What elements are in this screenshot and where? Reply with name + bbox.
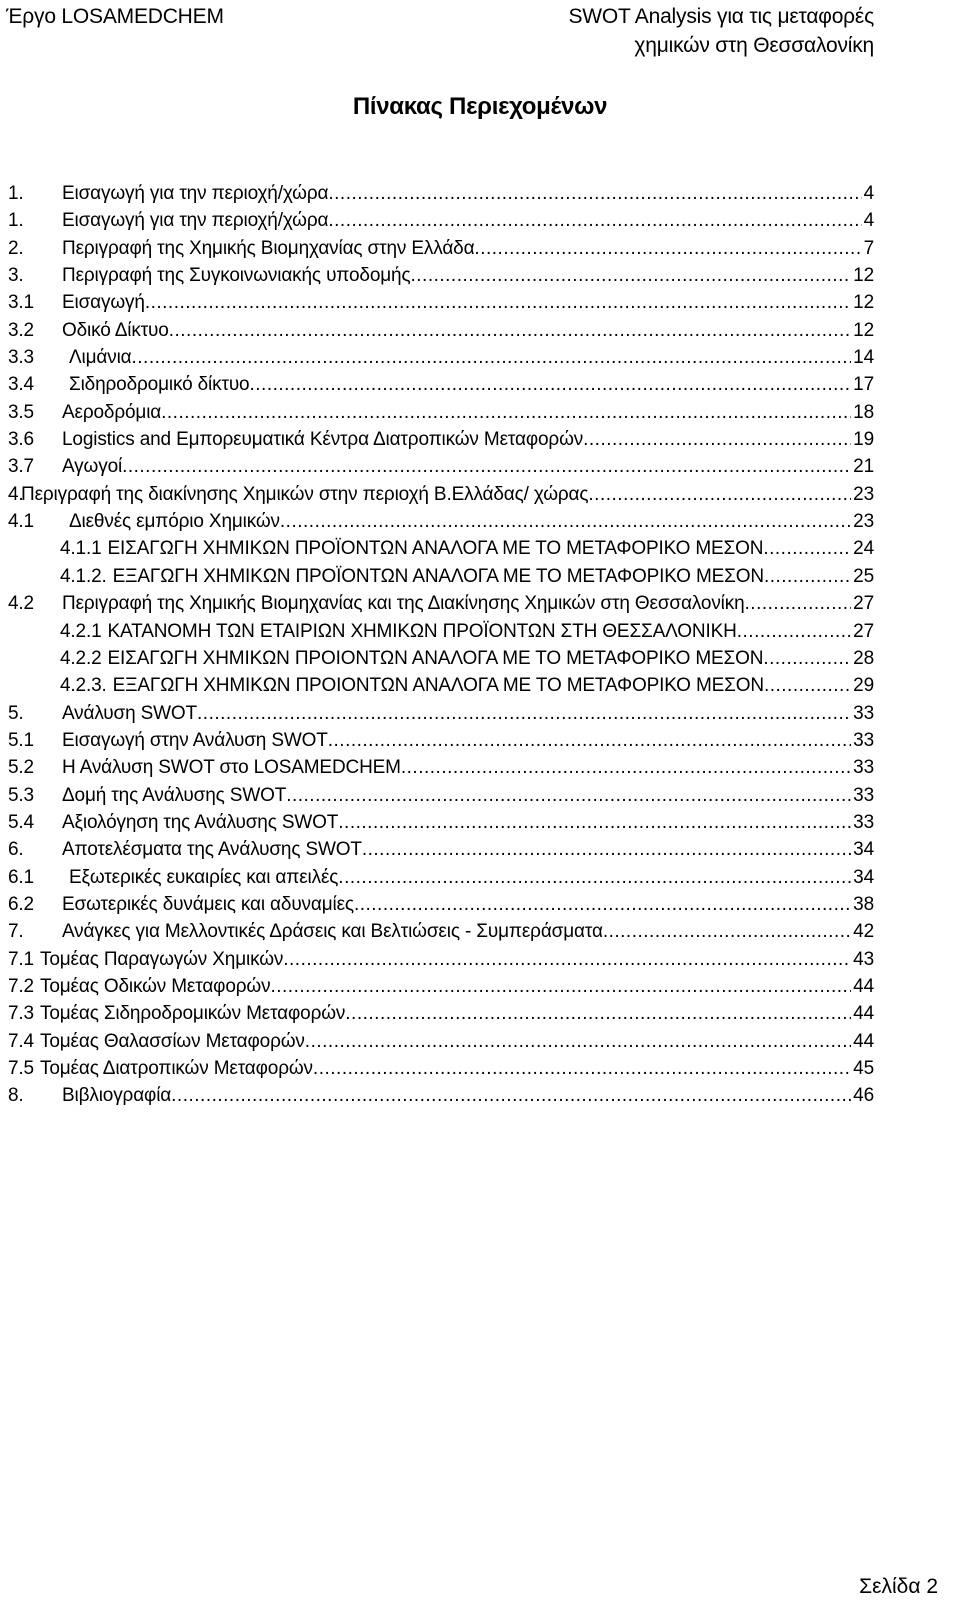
toc-entry[interactable] bbox=[0, 1082, 960, 1109]
toc-dot-leader bbox=[169, 317, 851, 344]
toc-entry-number: 6.1 bbox=[8, 866, 34, 888]
toc-entry-row bbox=[8, 809, 874, 836]
toc-entry-number: 3.2 bbox=[8, 319, 34, 341]
toc-entry-number: 8. bbox=[8, 1085, 24, 1107]
toc-entry-page-number: 12 bbox=[853, 292, 874, 314]
toc-entry-page-number: 43 bbox=[853, 948, 874, 970]
toc-entry-row bbox=[8, 782, 874, 809]
toc-entry-title: Διεθνές εμπόριο Χημικών bbox=[69, 511, 280, 533]
toc-entry-row bbox=[8, 864, 874, 891]
toc-entry-page-number: 28 bbox=[853, 647, 874, 669]
toc-entry-page-number: 21 bbox=[853, 456, 874, 478]
toc-entry[interactable] bbox=[0, 399, 960, 426]
toc-entry-page-number: 33 bbox=[853, 784, 874, 806]
toc-entry-number: 7.1 bbox=[8, 948, 34, 970]
toc-entry-number: 2. bbox=[8, 237, 24, 259]
toc-entry-number: 7.3 bbox=[8, 1003, 34, 1025]
toc-entry[interactable] bbox=[0, 836, 960, 863]
toc-entry-row bbox=[8, 1055, 874, 1082]
toc-entry[interactable] bbox=[0, 508, 960, 535]
toc-entry-title: Εισαγωγή για την περιοχή/χώρα bbox=[62, 183, 329, 204]
toc-entry-row bbox=[8, 207, 874, 234]
toc-entry-page-number: 44 bbox=[853, 1003, 874, 1025]
toc-entry[interactable] bbox=[0, 891, 960, 918]
toc-dot-leader bbox=[401, 754, 851, 781]
toc-dot-leader bbox=[328, 207, 861, 234]
toc-entry-row bbox=[8, 918, 874, 945]
toc-entry-number: 5.2 bbox=[8, 757, 34, 779]
toc-entry-page-number: 33 bbox=[853, 811, 874, 833]
toc-title: Πίνακας Περιεχομένων bbox=[352, 93, 608, 120]
toc-entry-row bbox=[8, 453, 874, 480]
toc-entry-title: Εισαγωγή στην Ανάλυση SWOT bbox=[62, 729, 328, 751]
toc-dot-leader bbox=[280, 508, 851, 535]
toc-entry-page-number: 27 bbox=[853, 620, 874, 642]
toc-entry-title: Περιγραφή της Χημικής Βιομηχανίας στην Ελλάδα bbox=[62, 237, 475, 259]
toc-entry[interactable] bbox=[0, 809, 960, 836]
toc-entry[interactable] bbox=[0, 700, 960, 727]
toc-entry[interactable] bbox=[0, 207, 960, 234]
toc-entry-row bbox=[60, 645, 874, 672]
toc-dot-leader bbox=[763, 645, 851, 672]
toc-entry-title: Περιγραφή της Χημικής Βιομηχανίας και της Διακίνησης Χημικών στη Θεσσαλονίκη bbox=[62, 593, 745, 615]
toc-entry-number: 3.7 bbox=[8, 456, 34, 478]
toc-entry[interactable] bbox=[0, 754, 960, 781]
toc-entry-title: ΕΞΑΓΩΓΗ ΧΗΜΙΚΩΝ ΠΡΟΪΟΝΤΩΝ ΑΝΑΛΟΓΑ ΜΕ ΤΟ ΜΕΤΑΦΟΡΙΚΟ ΜΕΣΟΝ bbox=[112, 565, 764, 587]
toc-entry-title: Οδικό Δίκτυο bbox=[62, 319, 169, 341]
toc-entry-number: 5.4 bbox=[8, 811, 34, 833]
toc-entry-row bbox=[8, 262, 874, 289]
toc-entry-row bbox=[8, 891, 874, 918]
toc-entry[interactable] bbox=[0, 618, 960, 645]
page-number: Σελίδα 2 bbox=[859, 1575, 938, 1598]
toc-entry-page-number: 46 bbox=[853, 1085, 874, 1107]
toc-entry-page-number: 34 bbox=[853, 866, 874, 888]
toc-dot-leader bbox=[764, 563, 851, 590]
toc-entry-row bbox=[8, 1082, 874, 1109]
toc-entry[interactable] bbox=[0, 645, 960, 672]
toc-entry-title: Εξωτερικές ευκαιρίες και απειλές bbox=[69, 866, 339, 888]
toc-entry-title: Περιγραφή της διακίνησης Χημικών στην περιοχή Β.Ελλάδας/ χώρας bbox=[21, 483, 589, 505]
toc-entry[interactable] bbox=[0, 1000, 960, 1027]
toc-dot-leader bbox=[132, 344, 852, 371]
toc-entry-number: 4.1.1 bbox=[60, 538, 102, 560]
toc-entry-row bbox=[8, 317, 874, 344]
toc-entry-page-number: 12 bbox=[853, 265, 874, 287]
toc-entry-row bbox=[8, 1028, 874, 1055]
toc-entry[interactable] bbox=[0, 672, 960, 699]
toc-entry-number: 5.1 bbox=[8, 729, 34, 751]
toc-entry-row bbox=[8, 481, 874, 508]
toc-entry[interactable] bbox=[0, 918, 960, 945]
toc-entry-title: ΕΙΣΑΓΩΓΗ ΧΗΜΙΚΩΝ ΠΡΟΙΟΝΤΩΝ ΑΝΑΛΟΓΑ ΜΕ ΤΟ ΜΕΤΑΦΟΡΙΚΟ ΜΕΣΟΝ bbox=[107, 647, 764, 669]
toc-entry[interactable] bbox=[0, 782, 960, 809]
toc-dot-leader bbox=[313, 1055, 851, 1082]
toc-entry-page-number: 14 bbox=[853, 347, 874, 369]
toc-dot-leader bbox=[588, 481, 851, 508]
toc-dot-leader bbox=[171, 1082, 851, 1109]
toc-entry[interactable] bbox=[0, 727, 960, 754]
toc-entry-page-number: 45 bbox=[853, 1058, 874, 1079]
toc-dot-leader bbox=[410, 262, 851, 289]
toc-entry-title: Εισαγωγή bbox=[62, 292, 145, 314]
toc-entry-row bbox=[8, 973, 874, 1000]
toc-dot-leader bbox=[474, 235, 861, 262]
toc-entry-title: Η Ανάλυση SWOT στο LOSAMEDCHEM bbox=[62, 757, 401, 779]
toc-entry-number: 3. bbox=[8, 265, 24, 287]
page-header bbox=[0, 0, 960, 64]
toc-dot-leader bbox=[122, 453, 851, 480]
toc-entry-number: 7.4 bbox=[8, 1030, 34, 1052]
toc-dot-leader bbox=[362, 836, 851, 863]
toc-entry-page-number: 23 bbox=[853, 511, 874, 533]
toc-entry-number: 6. bbox=[8, 839, 24, 861]
toc-dot-leader bbox=[328, 727, 851, 754]
toc-entry-title: Αξιολόγηση της Ανάλυσης SWOT bbox=[62, 811, 339, 833]
toc-entry-number: 3.6 bbox=[8, 429, 34, 451]
toc-entry-row bbox=[8, 344, 874, 371]
toc-entry-title: Βιβλιογραφία bbox=[62, 1085, 172, 1107]
toc-entry[interactable] bbox=[0, 1028, 960, 1055]
toc-entry-row bbox=[8, 727, 874, 754]
toc-dot-leader bbox=[286, 782, 851, 809]
toc-entry-number: 3.3 bbox=[8, 347, 34, 369]
toc-dot-leader bbox=[354, 891, 851, 918]
toc-dot-leader bbox=[197, 700, 851, 727]
toc-entry[interactable] bbox=[0, 371, 960, 398]
toc-entry-page-number: 38 bbox=[853, 893, 874, 915]
toc-entry-page-number: 27 bbox=[853, 593, 874, 615]
toc-entry-row bbox=[60, 535, 874, 562]
toc-entry-number: 4.2.1 bbox=[60, 620, 102, 642]
toc-entry-row bbox=[8, 180, 874, 207]
toc-entry-page-number: 23 bbox=[853, 483, 874, 505]
toc-dot-leader bbox=[345, 1000, 851, 1027]
toc-entry-page-number: 44 bbox=[853, 1030, 874, 1052]
toc-entry-title: Σιδηροδρομικό δίκτυο bbox=[69, 374, 250, 396]
toc-dot-leader bbox=[338, 809, 851, 836]
toc-entry-row bbox=[60, 672, 874, 699]
toc-entry-title: Δομή της Ανάλυσης SWOT bbox=[62, 784, 287, 806]
toc-entry[interactable] bbox=[0, 180, 960, 207]
header-document-subtitle: χημικών στη Θεσσαλονίκη bbox=[634, 34, 874, 57]
toc-entry-title: Λιμάνια bbox=[69, 347, 132, 369]
toc-entry-row bbox=[8, 754, 874, 781]
toc-entry-title: Εισαγωγή για την περιοχή/χώρα bbox=[62, 210, 329, 232]
toc-entry-title: Τομέας Οδικών Μεταφορών bbox=[39, 975, 271, 997]
toc-entry-title: Ανάγκες για Μελλοντικές Δράσεις και Βελτιώσεις - Συμπεράσματα bbox=[62, 921, 603, 943]
toc-entry[interactable] bbox=[0, 973, 960, 1000]
toc-entry-page-number: 4 bbox=[863, 210, 874, 232]
toc-entry-number: 1. bbox=[8, 183, 24, 204]
toc-entry-row bbox=[60, 618, 874, 645]
toc-entry[interactable] bbox=[0, 317, 960, 344]
toc-entry-page-number: 33 bbox=[853, 729, 874, 751]
toc-entry-number: 4. bbox=[8, 483, 24, 505]
toc-entry-title: Τομέας Διατροπικών Μεταφορών bbox=[39, 1058, 313, 1079]
toc-entry[interactable] bbox=[0, 289, 960, 316]
toc-dot-leader bbox=[328, 180, 861, 207]
toc-entry-row bbox=[8, 700, 874, 727]
header-project-name: Έργο LOSAMEDCHEM bbox=[6, 5, 224, 28]
toc-entry-number: 4.1 bbox=[8, 511, 34, 533]
toc-entry[interactable] bbox=[0, 590, 960, 617]
toc-entry-title: Logistics and Εμπορευματικά Κέντρα Διατροπικών Μεταφορών bbox=[62, 429, 584, 451]
toc-entry-row bbox=[8, 946, 874, 973]
toc-entry-row bbox=[8, 508, 874, 535]
toc-dot-leader bbox=[270, 973, 851, 1000]
toc-entry-page-number: 33 bbox=[853, 702, 874, 724]
toc-dot-leader bbox=[283, 946, 851, 973]
toc-entry-title: Αποτελέσματα της Ανάλυσης SWOT bbox=[62, 839, 362, 861]
toc-entry-number: 3.1 bbox=[8, 292, 34, 314]
toc-entry-row bbox=[8, 836, 874, 863]
toc-entry[interactable] bbox=[0, 481, 960, 508]
toc-entry-page-number: 44 bbox=[853, 975, 874, 997]
toc-entry-title: Αγωγοί bbox=[62, 456, 123, 478]
toc-entry-row bbox=[8, 590, 874, 617]
toc-entry-number: 5. bbox=[8, 702, 24, 724]
toc-entry-title: Εσωτερικές δυνάμεις και αδυναμίες bbox=[62, 893, 354, 915]
toc-dot-leader bbox=[583, 426, 851, 453]
toc-entry[interactable] bbox=[0, 864, 960, 891]
toc-entry-page-number: 7 bbox=[863, 237, 874, 259]
toc-entry-page-number: 42 bbox=[853, 921, 874, 943]
toc-entry[interactable] bbox=[0, 453, 960, 480]
toc-entry-title: Τομέας Θαλασσίων Μεταφορών bbox=[39, 1030, 305, 1052]
toc-entry-page-number: 4 bbox=[863, 183, 874, 204]
toc-entry-number: 4.1.2. bbox=[60, 565, 107, 587]
toc-entry-page-number: 17 bbox=[853, 374, 874, 396]
toc-entry-row bbox=[8, 235, 874, 262]
toc-dot-leader bbox=[737, 618, 851, 645]
toc-entry-row bbox=[60, 563, 874, 590]
toc-entry-page-number: 34 bbox=[853, 839, 874, 861]
toc-entry-row bbox=[8, 399, 874, 426]
toc-entry-title: Περιγραφή της Συγκοινωνιακής υποδομής bbox=[62, 265, 411, 287]
toc-entry[interactable] bbox=[0, 235, 960, 262]
toc-entry-page-number: 33 bbox=[853, 757, 874, 779]
toc-dot-leader bbox=[161, 399, 851, 426]
toc-entry-row bbox=[8, 426, 874, 453]
toc-entry[interactable] bbox=[0, 262, 960, 289]
toc-dot-leader bbox=[305, 1028, 851, 1055]
toc-dot-leader bbox=[764, 672, 851, 699]
toc-dot-leader bbox=[249, 371, 851, 398]
toc-entry-number: 4.2.2 bbox=[60, 647, 102, 669]
toc-entry-number: 7.2 bbox=[8, 975, 34, 997]
toc-entry[interactable] bbox=[0, 563, 960, 590]
toc-entry-number: 7. bbox=[8, 921, 24, 943]
toc-dot-leader bbox=[145, 289, 851, 316]
toc-entry-title: Τομέας Σιδηροδρομικών Μεταφορών bbox=[39, 1003, 346, 1025]
toc-entry[interactable] bbox=[0, 426, 960, 453]
toc-entry-title: ΕΙΣΑΓΩΓΗ ΧΗΜΙΚΩΝ ΠΡΟΪΟΝΤΩΝ ΑΝΑΛΟΓΑ ΜΕ ΤΟ ΜΕΤΑΦΟΡΙΚΟ ΜΕΣΟΝ bbox=[107, 538, 764, 560]
toc-entry-page-number: 24 bbox=[853, 538, 874, 560]
toc-entry-number: 4.2 bbox=[8, 593, 34, 615]
toc-dot-leader bbox=[763, 535, 851, 562]
toc-entry[interactable] bbox=[0, 1055, 960, 1082]
toc-entry-row bbox=[8, 371, 874, 398]
toc-dot-leader bbox=[338, 864, 851, 891]
toc-entry-number: 3.4 bbox=[8, 374, 34, 396]
toc-entry[interactable] bbox=[0, 535, 960, 562]
toc-entry-page-number: 29 bbox=[853, 675, 874, 697]
toc-entry-title: ΚΑΤΑΝΟΜΗ ΤΩΝ ΕΤΑΙΡΙΩΝ ΧΗΜΙΚΩΝ ΠΡΟΪΟΝΤΩΝ ΣΤΗ ΘΕΣΣΑΛΟΝΙΚΗ bbox=[107, 620, 737, 642]
toc-entry[interactable] bbox=[0, 946, 960, 973]
toc-entry[interactable] bbox=[0, 344, 960, 371]
toc-entry-page-number: 19 bbox=[853, 429, 874, 451]
toc-entry-number: 7.5 bbox=[8, 1058, 34, 1079]
header-document-title: SWOT Analysis για τις μεταφορές bbox=[568, 5, 874, 28]
toc-entry-row bbox=[8, 1000, 874, 1027]
toc-entry-page-number: 18 bbox=[853, 401, 874, 423]
toc-entry-number: 5.3 bbox=[8, 784, 34, 806]
toc-entry-title: Τομέας Παραγωγών Χημικών bbox=[39, 948, 284, 970]
toc-entry-number: 1. bbox=[8, 210, 24, 232]
toc-entry-number: 4.2.3. bbox=[60, 675, 107, 697]
toc-list bbox=[0, 180, 960, 1110]
toc-entry-page-number: 25 bbox=[853, 565, 874, 587]
toc-entry-number: 3.5 bbox=[8, 401, 34, 423]
toc-entry-title: Ανάλυση SWOT bbox=[62, 702, 198, 724]
toc-dot-leader bbox=[745, 590, 852, 617]
toc-entry-title: Αεροδρόμια bbox=[62, 401, 162, 423]
toc-entry-page-number: 12 bbox=[853, 319, 874, 341]
toc-entry-row bbox=[8, 289, 874, 316]
toc-dot-leader bbox=[603, 918, 851, 945]
toc-entry-title: ΕΞΑΓΩΓΗ ΧΗΜΙΚΩΝ ΠΡΟΙΟΝΤΩΝ ΑΝΑΛΟΓΑ ΜΕ ΤΟ ΜΕΤΑΦΟΡΙΚΟ ΜΕΣΟΝ bbox=[112, 675, 764, 697]
toc-entry-number: 6.2 bbox=[8, 893, 34, 915]
